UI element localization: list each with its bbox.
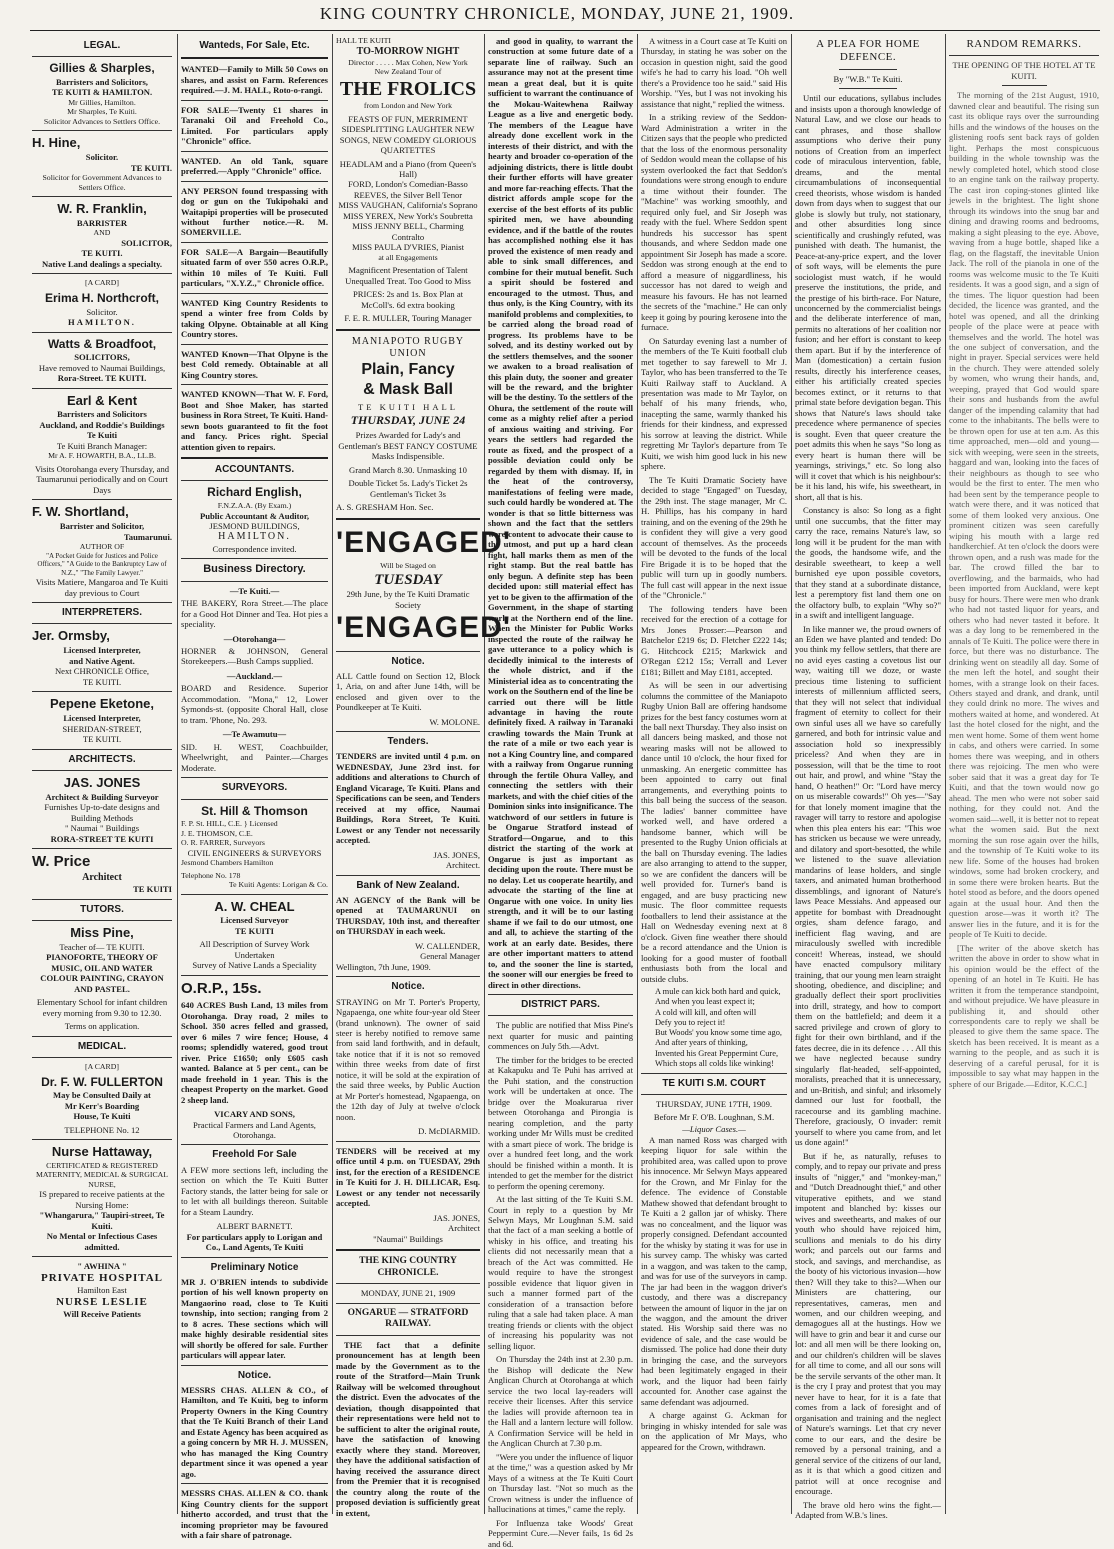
ad-line: Te Kuiti Agents: Lorigan & Co. <box>228 880 328 890</box>
court-date: THURSDAY, JUNE 17TH, 1909. <box>655 1099 773 1110</box>
article-paragraph: Until our educations, syllabus includes and insists upon a thorough knowledge of Natural Law, and we close our heads to cant phrases, and those shallow assumptions who derive their puny notions of Creation from an imperfect code of miraculous intervention, fable, dreams, and the mental circumambulations of inconsequential creed theorists, whose wisdom is handed down from days when to suggest that our globe is slowly but truly, not stationary, and other absurdities long since scientifically and crushingly refuted, was punished with death. The humanist, the Peace-at-any-price expert, and the lover of soft ways, will be elements the pure sociologist must watch, if he would preserve the institutions, the pride, and the prestige of his birth-race. For Nature, unconcerned by the commercialist beings and the deliberate interference of man, permits no alterations of her coalition nor fusion; and her effort is constant to keep them apart. But if by the interference of Man (domestication) a certain fusion results, directly his interference ceases, either his artificially created species becomes extinct, or it returns to that primal state before devigation began. This shows that Nature's laws should take precedence where permanence of species is sought. Even that queer creature the poet admits this when he says "So long as every heart is human there will be yearnings, strivings," etc. So long also will it covet that which is his neighbour's: be it his land, his wife, his sweetheart, in short, all that is his. <box>795 93 941 502</box>
ad-line: Survey of Native Lands a Speciality <box>192 960 317 971</box>
ad-line: Grand March 8.30. Unmasking 10 <box>349 464 467 475</box>
ad-line: VICARY AND SONS, <box>214 1109 295 1120</box>
ad-line: Solicitor for Government Advances to Settlers Office. <box>42 173 162 192</box>
directory-entry: HORNER & JOHNSON, General Storekeepers.—Bush Camps supplied. <box>181 645 328 667</box>
ad-line: —Te Awamutu— <box>222 729 287 740</box>
ad-line: "A Pocket Guide for Justices and Police Officers," "A Guide to the Bankruptcy Law of N.Z.," "The Family Lawyer." <box>37 551 167 577</box>
ad-line: Double Ticket 5s. Lady's Ticket 2s Gentleman's Ticket 3s <box>348 478 468 499</box>
ad-line: Barristers and Solicitors, <box>56 76 148 87</box>
ad-line: Masks Indispensible. <box>371 451 445 462</box>
ad-line: PIANOFORTE, THEORY OF MUSIC, OIL AND WATER COLOUR PAINTING, CRAYON AND PASTEL. <box>40 952 164 994</box>
ad-line: W. CALLENDER, <box>415 940 480 951</box>
section-heading: TUTORS. <box>80 903 124 915</box>
column-wanteds <box>181 36 328 1541</box>
ad-line: BARRISTER <box>76 217 128 228</box>
classified-ad: STRAYING on Mr T. Porter's Property, Ngapaenga, one white four-year old Steer (brand unknown). The owner of said steer is hereby notified to remove same from said land forthwith, and in default, take notice that if it is not so removed within three weeks from date of first notice, it will be sold at the expiration of the said three weeks, by Public Auction at Mr Porter's homestead, Ngapaenga, on the 12th day of July at twelve o'clock noon. <box>336 996 480 1122</box>
directory-entry: BOARD and Residence. Superior Accommodation. "Mona," 12, Lower Symonds-st. (opposite Choral Hall, close to tram. 'Phone, No. 293. <box>181 683 328 725</box>
advertiser-name: St. Hill & Thomson <box>201 803 308 818</box>
engaged-title: 'ENGAGED' <box>336 611 511 645</box>
ad-line: JAS. JONES, <box>433 1212 480 1223</box>
classified-ad: WANTED KNOWN—That W. F. Ford, Boot and Shoe Maker, has started business in Rora Street, Te Kuiti. Hand-sewn boots guaranteed to fit the foot and fancy. Prices right. Special attention given to repairs. <box>181 389 328 452</box>
ad-line: —Te Kuiti.— <box>229 585 280 596</box>
ad-line: Public Accountant & Auditor, <box>199 510 310 521</box>
ad-line: Practical Farmers and Land Agents, Otorohanga. <box>193 1119 316 1140</box>
news-paragraph: The public are notified that Miss Pine's next quarter for music and painting commences on July 5th.—Advt. <box>488 1020 633 1052</box>
news-paragraph: The timber for the bridges to be erected at Kakapuku and Te Puhi has arrived at the Puhi station, and the construction work will be undertaken at once. The bridge over the Moakurarua river between Otorohanga and Pirongia is nearing completion, and the party working under Mr Wills must be credited with a smart piece of work. The bridge is over a hundred feet long, and the work should be finished within a month. It is intended to get the member for the district to perform the opening ceremony. <box>488 1054 633 1191</box>
section-heading: Notice. <box>391 981 425 993</box>
ad-line: " Naumai " Buildings <box>64 823 140 834</box>
advertiser-name: F. W. Shortland, <box>32 504 129 520</box>
advertiser-name: W. R. Franklin, <box>57 201 147 217</box>
column-random-remarks <box>949 36 1099 1512</box>
ad-line: TE KUITI & HAMILTON. <box>51 87 153 98</box>
advertiser-name: Watts & Broadfoot, <box>47 336 157 351</box>
ad-line: "Naumai" Buildings <box>373 1233 443 1244</box>
ad-line: Architect. <box>445 860 480 871</box>
section-heading: TE KUITI S.M. COURT <box>662 1078 766 1090</box>
ad-line: Mr Sharples, Te Kuiti. <box>67 107 137 117</box>
ad-line: FORD, London's Comedian-Basso <box>348 179 468 190</box>
ad-line: All Description of Survey Work Undertaken <box>199 939 310 960</box>
news-paragraph: For Influenza take Woods' Great Peppermint Cure.—Never fails, 1s 6d 2s and 6d. <box>488 1517 633 1549</box>
ad-line: Teacher of— TE KUITI. <box>59 942 145 952</box>
ad-line: TE KUITI <box>235 925 274 936</box>
ad-line: Rora-Street. TE KUITI. <box>57 373 147 384</box>
news-paragraph: A charge against G. Ackman for bringing in whisky intended for sale was on the application of Mr Mays, who appeared for the Crown, withdrawn. <box>641 1410 787 1452</box>
ad-line: MISS JENNY BELL, Charming Contralto <box>352 221 464 242</box>
ad-line: TELEPHONE No. 12 <box>64 1124 140 1135</box>
ad-line: MANIAPOTO RUGBY UNION <box>351 335 465 359</box>
ad-line: Director . . . . . Max Cohen, New York <box>348 57 468 67</box>
ad-line: Licensed Surveyor <box>220 915 289 926</box>
news-paragraph: In a striking review of the Seddon-Ward Administration a writer in the Citizen says that the people who predicted that the loss of the enormous personality of Seddon would mean the collapse of his system overlooked the fact that Seddon's foundations were strong enough to endure a time without their founder. The "Machine" was working smoothly, and required only fuel, and Sir Joseph was ready with the fuel. Where Seddon spent hundreds his successor has spent thousands, and where Seddon made one appointment Sir Joseph has made a score. Seddon was strong enough at the end to afford a measure of niggardliness, his successor has not dared to weigh and measure his favours. He has not learned the secrets of the "machine." He can only keep it going by pouring kerosene into the furnace. <box>641 112 787 333</box>
section-heading: MEDICAL. <box>77 1040 127 1052</box>
ad-line: A. S. GRESHAM Hon. Sec. <box>336 502 434 513</box>
ad-line: TUESDAY <box>374 571 442 588</box>
ad-line: SOLICITORS, <box>74 352 130 363</box>
news-paragraph: The Te Kuiti Dramatic Society have decided to stage "Engaged" on Tuesday, the 29th inst. The stage manager, Mr C. H. Phillips, has his company in hard training, and on the evening of the 29th he is confident they will give a very good account of themselves. As the proceeds will be devoted to the funds of the local Fire Brigade it is to be hoped that the public will turn up in goodly numbers. The full cast will appear in the next issue of the "Chronicle." <box>641 474 787 601</box>
section-heading: Notice. <box>237 1369 272 1381</box>
classified-ad: ANY PERSON found trespassing with dog or gun on the Tukipohaki and Waitapipi properties will be prosecuted without further notice.—R. M. SOMERVILLE. <box>181 185 328 238</box>
classified-ad: TENDERS are invited until 4 p.m. on WEDNESDAY, June 23rd inst. for additions and alterations to Church of England Vicarage, Te Kuiti. Plans and Specifications can be seen, and Tenders received at my office, Naumai Buildings, Rora Street, Te Kuiti. Lowest or any Tender not necessarily accepted. <box>336 751 480 846</box>
column-rule <box>177 34 178 1514</box>
classified-ad: ALL Cattle found on Section 12, Block 1, Aria, on and after June 14th, will be enclosed and given over to the Poundkeeper at Te Kuiti. <box>336 670 480 713</box>
ad-line: at all Engagements <box>378 252 438 262</box>
directory-entry: SID. H. WEST, Coachbuilder, Wheelwright, and Painter.—Charges Moderate. <box>181 741 328 773</box>
section-heading: SURVEYORS. <box>221 782 288 794</box>
ad-line: House, Te Kuiti <box>73 1111 131 1122</box>
editorial-paragraph: THE fact that a definite pronouncement has at length been made by the Government as to the route of the Stratford—Main Trunk Railway will be welcomed throughout the district. Even the advocates of the deviation, though disappointed that their representations were held not to be sufficient to alter the original route, have the satisfaction of knowing exactly where they stand. Moreover, they have the additional satisfaction of having received the assurance direct from the Premier that it is recognised the country along the route of the proposed deviation is sufficiently great in extent, <box>336 1340 480 1518</box>
ad-line: NURSE, <box>88 1179 116 1189</box>
classified-ad: TENDERS will be received at my office until 4 p.m. on TUESDAY, 29th inst, for the erection of a RESIDENCE in Te Kuiti for J. H. DILLICAR, Esq. Lowest or any tender not necessarily accepted. <box>336 1145 480 1209</box>
ad-line: Architect <box>448 1223 480 1234</box>
ad-line: FEASTS OF FUN, MERRIMENT SIDESPLITTING LAUGHTER NEW SONGS, NEW COMEDY GLORIOUS QUARTETTES <box>339 113 477 156</box>
ad-line: IS prepared to receive patients at the Nursing Home: <box>39 1189 165 1210</box>
column-entertainment <box>336 36 511 1518</box>
ad-line: 29th June, by the Te Kuiti Dramatic Society <box>346 589 470 610</box>
article-paragraph: Constancy is also: So long as a fight until one succumbs, that the fitter may carry the race, remains Nature's law, so long will it be prudent for the man with the goods, the handsome wife, and the desirable sweetheart, to keep a well burnished eye upon possible covetors, that they stand at a subordinate distance, lest a peremptory fist land them one on the olfactory bulb, to explain "Why so?" in a swift and intelligent language. <box>795 505 941 621</box>
ad-line: —Auckland.— <box>226 670 283 681</box>
ad-line: TO-MORROW NIGHT <box>356 45 460 57</box>
editorial-heading: ONGARUE — STRATFORD RAILWAY. <box>347 1307 469 1330</box>
ad-line: "Whangarura," Taupiri-street, Te Kuiti. <box>39 1210 165 1231</box>
classified-ad: FOR SALE—Twenty £1 shares in Taranaki Oil and Freehold Co., Limited. For particulars apply "Chronicle" office. <box>181 104 328 147</box>
ad-line: Barrister and Solicitor, <box>59 521 145 532</box>
column-rule <box>791 34 792 1514</box>
ad-line: from London and New York <box>363 101 453 111</box>
ball-title: & Mask Ball <box>363 380 453 398</box>
ad-line: CERTIFICATED & REGISTERED <box>46 1160 158 1170</box>
column-rule <box>484 34 485 1514</box>
ad-line: MATERNITY, MEDICAL & SURGICAL <box>35 1170 169 1180</box>
ad-line: ALBERT BARNETT. <box>216 1221 293 1232</box>
article-title: A PLEA FOR HOME DEFENCE. <box>816 38 920 64</box>
ad-line: May be Consulted Daily at <box>53 1090 151 1101</box>
classified-ad: WANTED Known—That Olpyne is the best Cold remedy. Obtainable at all King Country stores. <box>181 348 328 380</box>
ad-line: Terms on application. <box>64 1021 140 1032</box>
advertiser-name: Richard English, <box>207 485 302 500</box>
advertiser-name: JAS. JONES <box>63 774 141 790</box>
classified-ad: MESSRS CHAS. ALLEN & CO., of Hamilton, and Te Kuiti, beg to inform Property Owners in the King Country that the Te Kuiti Branch of their Land and Estate Agency has been acquired as a going concern by MR H. J. MUSSEN, who has managed the King Country department since it was opened a year ago. <box>181 1384 328 1479</box>
ad-line: Mr A. F. HOWARTH, B.A., LL.B. <box>48 451 156 461</box>
court-line: —Liquor Cases.— <box>682 1124 746 1135</box>
ad-line: No Mental or Infectious Cases admitted. <box>46 1231 158 1252</box>
editorial-paragraph: and good in quality, to warrant the construction at some future date of a separate line of railway. Such an assurance may not at the present time mean a great deal, but it is quite sufficient to warrant the continuance of the Mokau-Waitewhena Railway League as a live and energetic body. The members of the League have already done excellent work in the interests of their district, and with the hearty and broader co-operation of the adjoining districts, there is little doubt their further efforts will have greater and more far-reaching effects. That the district affords ample scope for the exercise of the best efforts of its public spirited men, we have abounding evidence, and if the battle of the routes has accomplished nothing else it has proved the existence of men ready and able to sink small differences, and combine for their mutual benefit. Such a spirit should be fostered and encouraged to the utmost. Thus, and thus only, is the King Country, with its manifold problems and complexities, to be carried along the broad road of progress. Its problems have to be solved, and its destiny worked out by the settlers themselves, and the sooner we awaken to a broad realisation of this plain duty, the sooner and greater will be the reward, and the brighter will be the destiny. To the settlers of the Ohura, the settlement of the route will come as a mighty relief after a period of anxious waiting and striving. For years the settlers had regarded the route as fixed, and the prospect of a possible deviation could only be regarded by them with dismay. If, in the heat of the controversy, manifestations of feeling were made, such could hardly be wondered at. The wonder is that so little bitterness was shown and the fact that the settlers were content to advocate their cause to the utmost, and put up a hard clean fight, hall marks them as men of the right stamp. But the real battle has only begun. A definite step has been decided upon: still material effect has yet to be given to the affirmation of the Government, in the shape of starting work at the Northern end of the line. When the Minister for Public Works inspected the route of the railway he gave utterance to a policy which is decidedly inimical to the interests of the whole district, and if the Ministerial idea as to concentrating the work on the Southern end of the line be carried out there will be little advantage in having the route definitely fixed. A railway in Taranaki crawling towards the Main Trunk at the rate of a mile or two each year is not a King Country line, and compared with a railway from Ongarue running through the fertile Ohura Valley, and connecting the settlers with their markets, and with the chief cities of the Dominion sinks into insignificance. The watchword of our settlers in future is be Ongarue Stratford instead of Stratford—Ongarue, and to this district the starting of the work at Ongarue is just as important as deciding upon the route. There must be no delay. Let us cooperate heartily, and advocate the starting of the line at Ongarue with one voice. In unity lies strength, and it will be to our lasting shame if we fail to do our utmost, one and all, to achieve the starting of the work at an early date. Besides, there are other important matters to attend to, and the sooner the line is started, the sooner will our energies be freed to direct in other directions. <box>488 36 633 990</box>
ad-line: Solicitor. <box>85 152 119 163</box>
advertiser-name: Erima H. Northcroft, <box>44 290 159 305</box>
article-title: RANDOM REMARKS. <box>966 38 1082 50</box>
column-rule <box>945 34 946 1514</box>
ad-line: Furnishes Up-to-date designs and Building Methods <box>44 802 160 823</box>
section-heading: Tenders. <box>387 736 429 748</box>
ad-line: Will be Staged on <box>380 561 436 571</box>
ad-line: [A CARD] <box>84 278 119 288</box>
news-paragraph: As will be seen in our advertising columns the committee of the Maniapoto Rugby Union Ball are offering handsome prizes for the best fancy costumes worn at the ball next Thursday. They also insist on all dancers being masked, and those not wearing masks will not be allowed to dance until 10 o'clock, the hour fixed for unmasking. An energetic committee has been appointed to carry out final arrangements, and everything points to this ball being the success of the season. The ladies' banner committee have worked well, and have ordered a handsome banner, which will be presented to the Rugby Union officials at the ball on Thursday evening. The ladies are also arranging to attend to the supper, so we are confident the dancers will be well provided for. Turner's band is engaged, and are busy practicing new music. The floor committee requests footballers to lend their assistance at the Hall on Wednesday evening next at 8 o'clock. Given fine weather there should be a record attendance and the Union is looking for a good muster of football enthusiasts both from the local and outside clubs. <box>641 680 787 984</box>
advertiser-name: Miss Pine, <box>70 925 134 941</box>
masthead: KING COUNTRY CHRONICLE, MONDAY, JUNE 21, 1909. <box>319 4 795 23</box>
ad-line: SHERIDAN-STREET, <box>62 723 142 734</box>
advertiser-name: H. Hine, <box>32 135 81 151</box>
ad-line: HALL TE KUITI <box>336 36 391 45</box>
ad-line: Architect & Building Surveyor <box>45 791 159 802</box>
ad-line: JAS. JONES, <box>433 849 480 860</box>
news-paragraph: On Thursday the 24th inst at 2.30 p.m. the Bishop will dedicate the New Anglican Church at Otorohanga at which service the two local lay-readers will receive their licenses. After this service the ladies will provide afternoon tea in the Hall and a lantern lecture will follow. A Confirmation Service will be held in the Anglican Church at 7.30 p.m. <box>488 1354 633 1449</box>
advertiser-name: Earl & Kent <box>66 392 138 408</box>
ad-line: O. R. FARRER, Surveyors <box>181 838 265 848</box>
advertiser-name: Dr. F. W. FULLERTON <box>41 1074 163 1089</box>
column-legal <box>32 36 172 1512</box>
article-paragraph: In like manner we, the proud owners of an Eden we have planted and tended: Do you think my fellow settlers, that there are no avid eyes casting a covetous list our way, waiting till we doze, or waste precious time listening to sufficient interests of millennium afflicted seers, that they will not select that individual fragment of eternity to collect for their own sinful uses all we have so carefully garnered, and both for intrinsic value and association hold so inexpressibly priceless? And when they are in possession, will that be the time to root out hair, and prowl, and whine "Stay the hand, O heathen!" Or: "Lord have mercy on us miserable cowards!" Oh yes—"Say for that lonely moment imagine that the ravager will tarry to restore and apologise when this plea enters his ear: "This woe has stricken us because we were unready, and dilatory and sport-besotted, the while we listened to the suave alleviation mandarins of lease holders, and single taxers, and animated human brotherhood dissemblings, and ignorant of Nature's laws Peace Messiahs. And appeased our appetite for bombast with Dreadnought orgies, sham defence farago, and inefficient flag waving, and are miraculously swelled with incredible conceit! Whereas, instead, we should have enacted compulsory military training, that our young men learn straight shooting, obedience, and discipline; and gradually deflect their sport proclivities into drill, strategy, and how to comport them on the battlefield; and deem it a sacred privilege and crown of glory to fight for their own birthland, and if the fates decree, die in its defence . . . All this we have neglected because sundry singularly flat-headed, self-appointed, moralists, preached that it is unnecessary, and un-British, and sinful; and irksomely damned our lust for football, the racecourse and its gambling machine. Therefore, graciously, O invader: remit yourself to where you came from, and let us done again!" <box>795 623 941 1148</box>
ad-line: MISS YEREX, New York's Soubretta <box>343 210 473 221</box>
ad-line: Te Kuiti <box>86 430 117 441</box>
ad-line: Solicitor. <box>86 306 118 317</box>
ad-line: Hamilton East <box>77 1285 127 1296</box>
ad-line: J. E. THOMSON, C.E. <box>181 828 253 838</box>
section-heading: DISTRICT PARS. <box>521 999 600 1011</box>
section-heading: Notice. <box>391 655 425 667</box>
section-heading: Freehold For Sale <box>212 1149 297 1161</box>
masthead-rule <box>30 30 1100 31</box>
ad-line: Licensed Interpreter, <box>63 713 141 724</box>
ad-line: RORA-STREET TE KUITI <box>50 833 154 844</box>
classified-ad: WANTED. An old Tank, square preferred.—Apply "Chronicle" office. <box>181 155 328 177</box>
ad-line: Solicitor Advances to Settlers Office. <box>43 116 161 126</box>
ad-line: Prizes Awarded for Lady's and Gentleman's BEST FANCY COSTUME <box>338 430 478 451</box>
ball-title: Plain, Fancy <box>361 361 455 379</box>
ad-line: THURSDAY, JUNE 24 <box>350 412 466 427</box>
ad-line: F. E. R. MULLER, Touring Manager <box>344 313 472 324</box>
frolics-title: THE FROLICS <box>339 77 477 100</box>
ad-line: PRIVATE HOSPITAL <box>40 1271 164 1284</box>
news-paragraph: A man named Ross was charged with keeping liquor for sale within the prohibited area, was called upon to prove his innocence. Mr Selwyn Mays appeared for the Crown, and Mr Finlay for the defence. The evidence of Constable Mathew showed that defendant brought to Te Kuiti a 2 gallon jar of whisky. There was no concealment, and the liquor was properly consigned. Defendant accounted for the whisky by stating it was for use in his survey camp. The whisky was carted in a waggon, and was taken to the camp, and was for use of the surveyors in camp. The jar had been in the waggon driver's custody, and there was a discrepancy between the amount of liquor in the jar on the waggon, and the amount the driver stated. His Worship said there was no evidence of sale, and the case would be dismissed. The police had done their duty in bringing the case, and the surveyors had been legitimately engaged in their work, and the liquor had been fairly accounted for. Another case against the same defendant was adjourned. <box>641 1134 787 1407</box>
section-heading: Business Directory. <box>203 563 306 576</box>
column-news <box>641 36 787 1512</box>
ad-line: Telephone No. 178 <box>181 870 241 880</box>
paper-date: MONDAY, JUNE 21, 1909 <box>360 1288 456 1299</box>
article-paragraph: [The writer of the above sketch has written the above in order to show what in his opinion would be the effect of the opening of an hotel in Te Kuiti. He has written it from the temperance standpoint, and without prejudice. We have pleasure in publishing it, and should other correspondents care to reply we shall be pleased to give them the same space. The sketch has been received. It is meant as a warning to the people, and as such it is deserving of a careful perusal, for it is impossible to say what may happen in the sphere of our Brigade.—Editor, K.C.C.] <box>949 942 1099 1089</box>
ad-line: [A CARD] <box>84 1062 119 1072</box>
ad-line: JESMOND BUILDINGS, <box>209 521 300 531</box>
classified-ad: WANTED—Family to Milk 50 Cows on shares, and assist on Farm. References required.—J. M. HALL, Roto-o-rangi. <box>181 64 328 96</box>
ad-line: HAMILTON. <box>218 531 291 543</box>
ad-line: MISS PAULA D'VRIES, Pianist <box>351 242 465 253</box>
ad-line: Taumarunui. <box>123 531 172 542</box>
section-heading: ACCOUNTANTS. <box>214 464 295 476</box>
directory-entry: THE BAKERY, Rora Street.—The place for a Good Hot Dinner and Tea. Hot pies a speciality. <box>181 598 328 630</box>
engaged-title: 'ENGAGED' <box>336 525 511 559</box>
ad-line: Auckland, and Roddie's Buildings <box>39 419 165 430</box>
byline: By "W.B." Te Kuiti. <box>833 73 903 84</box>
advertiser-name: Pepene Eketone, <box>49 696 155 712</box>
ad-line: For particulars apply to Lorigan and Co., Land Agents, Te Kuiti <box>186 1231 323 1253</box>
ad-line: Correspondence invited. <box>212 543 297 554</box>
ad-line: New Zealand Tour of <box>374 67 442 77</box>
classified-ad: FOR SALE—A Bargain—Beautifully situated farm of over 550 acres O.R.P., within 10 miles of Te Kuiti. Full particulars, "X.Y.Z.," Chronicle office. <box>181 246 328 289</box>
classified-ad: AN AGENCY of the Bank will be opened at TAUMARUNUI on THURSDAY, 10th inst, and thereafter on THURSDAY in each week. <box>336 894 480 937</box>
ad-line: Elementary School for infant children every morning from 9.30 to 12.30. <box>36 997 168 1018</box>
ad-line: REEVES, the Silver Bell Tenor <box>353 189 463 200</box>
article-paragraph: But if he, as naturally, refuses to comply, and to repay our private and press insults of "nigger," and "monkey-man," and "Dutch Dreadnought thief," and other vituperative epithets, and we stand impotent and blanched by: kisses our wives and sweethearts, and makes of our youth who should have rejoiced him, scullions and menials to do his dirty work; and parcels out our farms and stock, and savings, and merchandise, as the booty of his victorious invasion—how then? Will they take to this?—When our Ministers are chattering, our representatives, cameras, men and women, and our children weeping, and demagogues all at the hustings. How we will have to grin and bear it and curse our lot: and all men will be there looking on, and our children's children will be slaves for all time to come, and all our sons will be the servile servants of the other man. It is the cry I pray and protest that you may never have to hear, for it is a fate that comes from a lack of foresight and of organisation and training and the neglect of Nature's warnings. Let that cry never come to our ears, and the desire be removed by a personal training, and a general service of the citizens of our land, as it is that which a good citizen and patriot will at once recognise and encourage. <box>795 1150 941 1497</box>
ad-line: Have removed to Naumai Buildings, <box>38 362 166 373</box>
news-paragraph: At the last sitting of the Te Kuiti S.M. Court in reply to a question by Mr Selwyn Mays, Mr Loughnan S.M. said that the fact of a man seeking a bottle of whisky in his office, and treating his clients did not necessarily mean that a breach of the Act was committed. He would require to have the strongest possible evidence that liquor given in such a manner formed part of the consideration of a transaction before ruling that a sale had taken place. A man treating friends or clients with the object of increasing his popularity was not selling liquor. <box>488 1194 633 1351</box>
article-paragraph: The brave old hero wins the fight.—Adapted from W.B.'s lines. <box>795 1499 941 1521</box>
ad-line: AUTHOR OF <box>79 542 125 552</box>
advertiser-name: Nurse Hattaway, <box>51 1144 153 1160</box>
ad-line: Visits Otorohanga every Thursday, and Taumarunui periodically and on Court Days <box>34 463 170 495</box>
ad-line: Mr Kerr's Boarding <box>64 1100 140 1111</box>
article-paragraph: The morning of the 21st August, 1910, dawned clear and beautiful. The rising sun cast its oblique rays over the surrounding hills and the windows of the houses on the glistening roofs sent back rays of golden light. Perhaps the most conspicuous building in the whole township was the newly completed hotel, which stood close to an engine tank on the railway property. The cast iron coping-stones glinted like jewels in the brightest. The light shone through its windows into the snug bar and dining and drawing rooms and bedrooms, making a sight pleasing to the eye. Above, waving from a huge bottle, shaped like a flag, on the flagstaff, the inevitable Union Jack. The roll of the pianola in one of the rooms was welcome music to the Te Kuiti residents. It was a good sign, and a sign of the times. The liquor question had been decided, the licence was granted, and the hotel was opened, and all the drinking people of the place were at peace with themselves and the world. The hotel was the one subject of conversation, and the night in prayer. Special services were held in the church. They were attended solely by women, who wrung their hands, and, weeping, prayed that God would spare their sons and husbands from the awful danger of the impending calamity that had come to the inhabitants. The bells were to be thrown open for use at ten a.m. As this time approached, men—old and young—sick with weeping, were seen in the streets, haggard and wan, looking into the faces of their neighbours as though to see who would be the first to enter. The men who had been sent by the temperance people to watch were there, and it was noticed that some of them looked very anxious. One prominent citizen was seen carefully wiping his mouth with a large red handkerchief. At ten o'clock the doors were thrown open, and a rush was made for the bar. The crowd filled the bar to overflowing, and the barmaids, who had been imported from Auckland, were kept busy for hours. There were men who drank who had not tasted liquor for years, and others who had never tasted it before. It was a day long to be remembered in the annals of Te Kuiti. The police were there in force, but there was no disturbance. The drinking went on steadily all day. Some of the men left the hotel, and sought their homes, with a strange look on their faces. Others stayed and drank, and drank, until they could drink no more. The wives and mothers waited at home, and wondered. At last the hotel closed for the night, and the men went home. Some of them went home in cabs, and others were carried. In some homes there was weeping, and in others there was rejoicing. The men who were sober said that it was a great day for Te Kuiti, and that the town would now go ahead. The men who were not sober said nothing, for they could not. And the women said—well, it is better not to repeat what the women said. But the next morning the sun rose again over the hills, and the township of Te Kuiti woke to its new life. Some of the houses had broken windows, some had broken crockery, and in some there were broken hearts. But the hotel stood as before, and the doors opened again at the usual hour. And then the question arose—was it worth it? The answer lies in the future, and it is for the people of Te Kuiti to decide. <box>949 90 1099 940</box>
ad-line: Wellington, 7th June, 1909. <box>336 961 431 972</box>
ad-line: TE KUITI. <box>81 248 123 259</box>
ad-line: TE KUITI. <box>130 162 172 173</box>
classified-ad: MR J. O'BRIEN intends to subdivide portion of his well known property on Mangaorino road, close to Te Kuiti township, into section; ranging from 2 to 8 acres. These sections which will make highly desirable residential sites will shortly be offered for sale. Further particulars will appear later. <box>181 1276 328 1361</box>
ad-line: and Native Agent. <box>69 655 135 666</box>
ad-line: AND <box>93 228 111 238</box>
section-heading: Preliminary Notice <box>210 1261 299 1273</box>
news-paragraph: On Saturday evening last a number of the members of the Te Kuiti football club met together to say farewell to Mr J. Taylor, who has been transferred to the Te Kuiti Railway staff to Auckland. A presentation was made to Mr Taylor, on behalf of his many friends, who, inacepting the same, warmly thanked his friends for their kindness, and expressed his sorrow at leaving the district. While regretting Mr Taylor's departure from Te Kuiti, we wish him good luck in his new sphere. <box>641 335 787 472</box>
ad-line: NURSE LESLIE <box>56 1295 148 1308</box>
classified-ad: MESSRS CHAS. ALLEN & CO. thank King Country clients for the support hitherto accorded, and trust that the incoming proprietor may be favoured with a fair share of patronage. <box>181 1488 328 1541</box>
ad-line: HEADLAM and a Piano (from Queen's Hall) <box>339 158 477 179</box>
advertiser-name: Jer. Ormsby, <box>32 628 110 644</box>
ad-line: Architect <box>82 872 122 884</box>
ad-line: General Manager <box>420 951 480 962</box>
ad-line: TE KUITI. <box>82 676 122 687</box>
verse: A mule can kick both hard and quick, And when you least expect it; A cold will kill, and often will Defy you to reject it! But Woods' you know some time ago, And after years of thinking, Invented his Great Peppermint Cure, Which stops all colds like winking! <box>655 987 782 1068</box>
ad-line: —Otorohanga— <box>223 633 286 644</box>
ad-line: Native Land dealings a specialty. <box>41 258 163 269</box>
ad-line: HAMILTON. <box>68 317 136 328</box>
ad-line: W. MOLONE. <box>429 716 480 727</box>
ad-line: F. P. St. HILL, C.E. } Licensed <box>181 819 278 829</box>
news-paragraph: A witness in a Court case at Te Kuiti on Thursday, in stating he was sober on the occasion in question night, said the good wife's he had to carry his load. "Oh well there's a Providence too he said." said His Worship. "Yes, but I was not invoking his assistance that night," replied the witness. <box>641 36 787 109</box>
column-rule <box>637 34 638 1514</box>
ad-line: Next CHRONICLE Office, <box>54 666 150 677</box>
classified-ad: 640 ACRES Bush Land, 13 miles from Otorohanga. Dray road, 2 miles to School. 350 acres felled and grassed, over 6 miles 7 wire fence; House, 4 rooms; splendidly watered, good trout river. Price £1650; only £605 cash wanted. Balance at 5 per cent., can be made freehold in 1 year. This is the cheapest Property on the market. Good 2 sheep land. <box>181 1000 328 1105</box>
column-rule <box>332 34 333 1514</box>
ad-line: Magnificent Presentation of Talent Unequalled Treat. Too Good to Miss <box>345 265 471 286</box>
section-heading: INTERPRETERS. <box>61 607 142 619</box>
section-heading: Bank of New Zealand. <box>356 879 460 891</box>
news-paragraph: "Were you under the influence of liquor at the time," was a question asked by Mr Mays of a witness at the Te Kuiti Court on Thursday last. "Not so much as the Crown witness is under the influence of hallucinations at times," came the reply. <box>488 1451 633 1515</box>
article-subtitle: THE OPENING OF THE HOTEL AT TE KUITI. <box>952 60 1096 81</box>
ad-line: Visits Matiere, Mangaroa and Te Kuiti day previous to Court <box>35 577 169 598</box>
paper-title: THE KING COUNTRY CHRONICLE. <box>359 1256 457 1278</box>
ad-line: " AWHINA " <box>77 1261 127 1272</box>
court-line: Before Mr F. O'B. Loughnan, S.M. <box>653 1111 775 1122</box>
ad-line: TE KUITI HALL <box>357 402 459 413</box>
ad-line: Mr Gillies, Hamilton. <box>68 97 136 107</box>
classified-ad: WANTED King Country Residents to spend a winter free from Colds by taking Olpyne. Obtainable at all King Country stores. <box>181 297 328 340</box>
news-paragraph: The following tenders have been received for the erection of a cottage for Mrs Jones Prosser:—Pearson and Batchelor £219 6s; D. Fletcher £222 14s; G. Hitchcock £215; Markwick and O'Regan £212 15s; Verrall and Lever £181; Billett and May £181, accepted. <box>641 603 787 677</box>
section-heading: LEGAL. <box>83 40 121 51</box>
ad-line: TE KUITI. <box>82 734 122 745</box>
advertiser-name: Gillies & Sharples, <box>49 61 155 76</box>
advertiser-name: W. Price <box>32 852 91 870</box>
ad-line: MISS VAUGHAN, California's Soprano <box>338 200 478 211</box>
ad-line: Te Kuiti Branch Manager: <box>56 440 148 451</box>
section-heading: Wanteds, For Sale, Etc. <box>199 40 310 51</box>
ad-line: CIVIL ENGINEERS & SURVEYORS <box>187 847 322 858</box>
ad-line: F.N.Z.A.A. (By Exam.) <box>217 501 292 511</box>
ad-line: Barristers and Solicitors <box>57 409 147 420</box>
ad-title: O.R.P., 15s. <box>181 979 262 997</box>
ad-line: Licensed Interpreter, <box>63 645 141 656</box>
ad-line: TE KUITI <box>133 884 172 895</box>
ad-line: Will Receive Patients <box>63 1309 141 1320</box>
ad-line: D. McDIARMID. <box>418 1126 480 1137</box>
ad-line: PRICES: 2s and 1s. Box Plan at McColl's. 6d extra booking <box>352 289 464 310</box>
column-editorial <box>488 36 633 1549</box>
ad-line: SOLICITOR, <box>121 237 172 248</box>
ad-line: Jesmond Chambers Hamilton <box>181 858 274 868</box>
advertiser-name: A. W. CHEAL <box>214 898 295 914</box>
section-heading: ARCHITECTS. <box>68 753 136 765</box>
column-plea <box>795 36 941 1521</box>
classified-ad: A FEW more sections left, including the section on which the Te Kuiti Butter Factory stands, the latter being for sale or to let with all buildings thereon. Suitable for a Steam Laundry. <box>181 1164 328 1217</box>
